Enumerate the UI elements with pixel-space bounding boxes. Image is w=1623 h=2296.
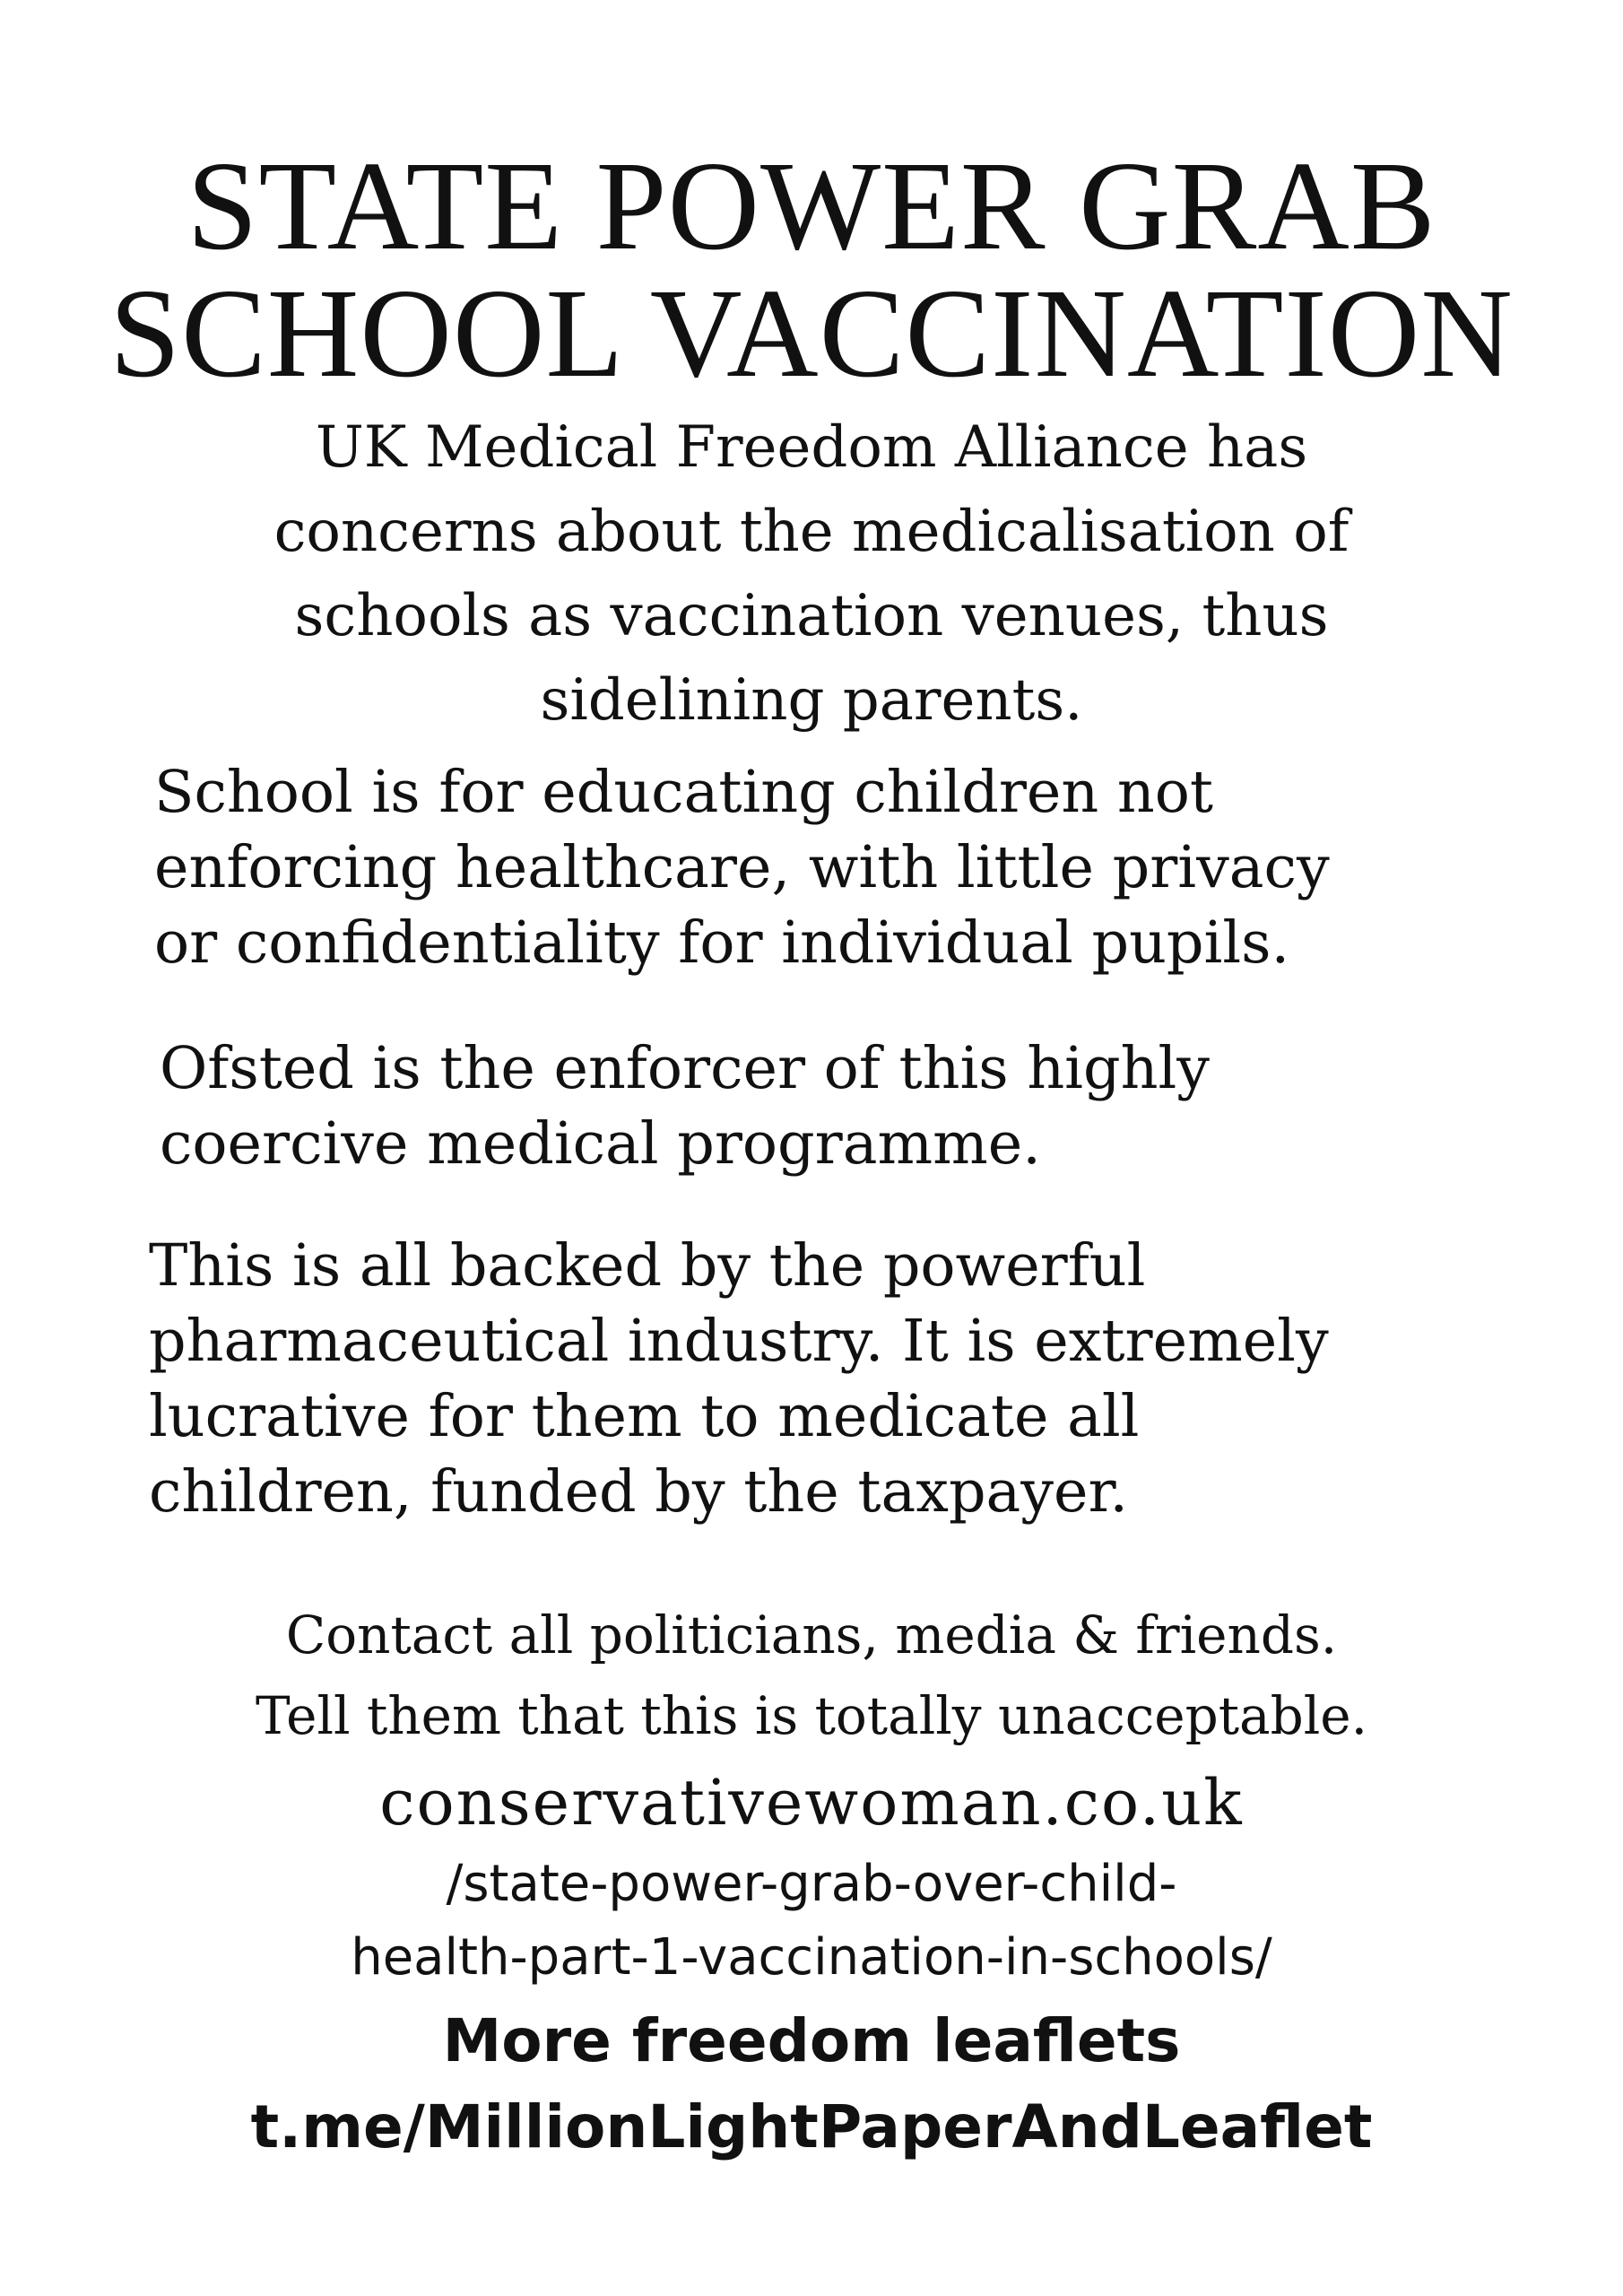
source-site: conservativewoman.co.uk	[379, 1766, 1244, 1839]
intro-paragraph	[117, 405, 1506, 743]
paragraph-line: children, funded by the taxpayer.	[149, 1458, 1129, 1526]
paragraph-line: pharmaceutical industry. It is extremely	[149, 1308, 1329, 1375]
paragraph-line: lucrative for them to medicate all	[149, 1383, 1140, 1450]
paragraph-line: enforcing healthcare, with little privacy	[154, 834, 1330, 901]
url-line: health-part-1-vaccination-in-schools/	[351, 1928, 1272, 1987]
cta-line: Contact all politicians, media & friends.	[285, 1605, 1338, 1665]
intro-line: concerns about the medicalisation of	[273, 499, 1350, 565]
paragraph-line: or confidentiality for individual pupils.	[154, 909, 1290, 977]
call-to-action	[0, 1595, 1623, 1756]
intro-line: schools as vaccination venues, thus	[294, 583, 1329, 649]
school-paragraph	[154, 755, 1330, 981]
paragraph-line: coercive medical programme.	[160, 1110, 1041, 1178]
source-url-path	[0, 1848, 1623, 1995]
paragraph-line: Ofsted is the enforcer of this highly	[160, 1035, 1210, 1102]
title-line-2: SCHOOL VACCINATION	[109, 262, 1514, 404]
cta-line: Tell them that this is totally unacceptable.	[255, 1685, 1368, 1746]
more-leaflets-heading: More freedom leaflets	[442, 2006, 1181, 2075]
url-line: /state-power-grab-over-child-	[446, 1855, 1177, 1913]
paragraph-line: School is for educating children not	[154, 759, 1214, 826]
ofsted-paragraph	[160, 1031, 1210, 1182]
intro-line: UK Medical Freedom Alliance has	[315, 414, 1308, 481]
paragraph-line: This is all backed by the powerful	[149, 1232, 1146, 1300]
telegram-link: t.me/MillionLightPaperAndLeaflet	[250, 2092, 1373, 2161]
more-leaflets	[0, 1998, 1623, 2170]
pharma-paragraph	[149, 1229, 1329, 1530]
title-line-1: STATE POWER GRAB	[187, 135, 1436, 276]
intro-line: sidelining parents.	[540, 667, 1083, 734]
